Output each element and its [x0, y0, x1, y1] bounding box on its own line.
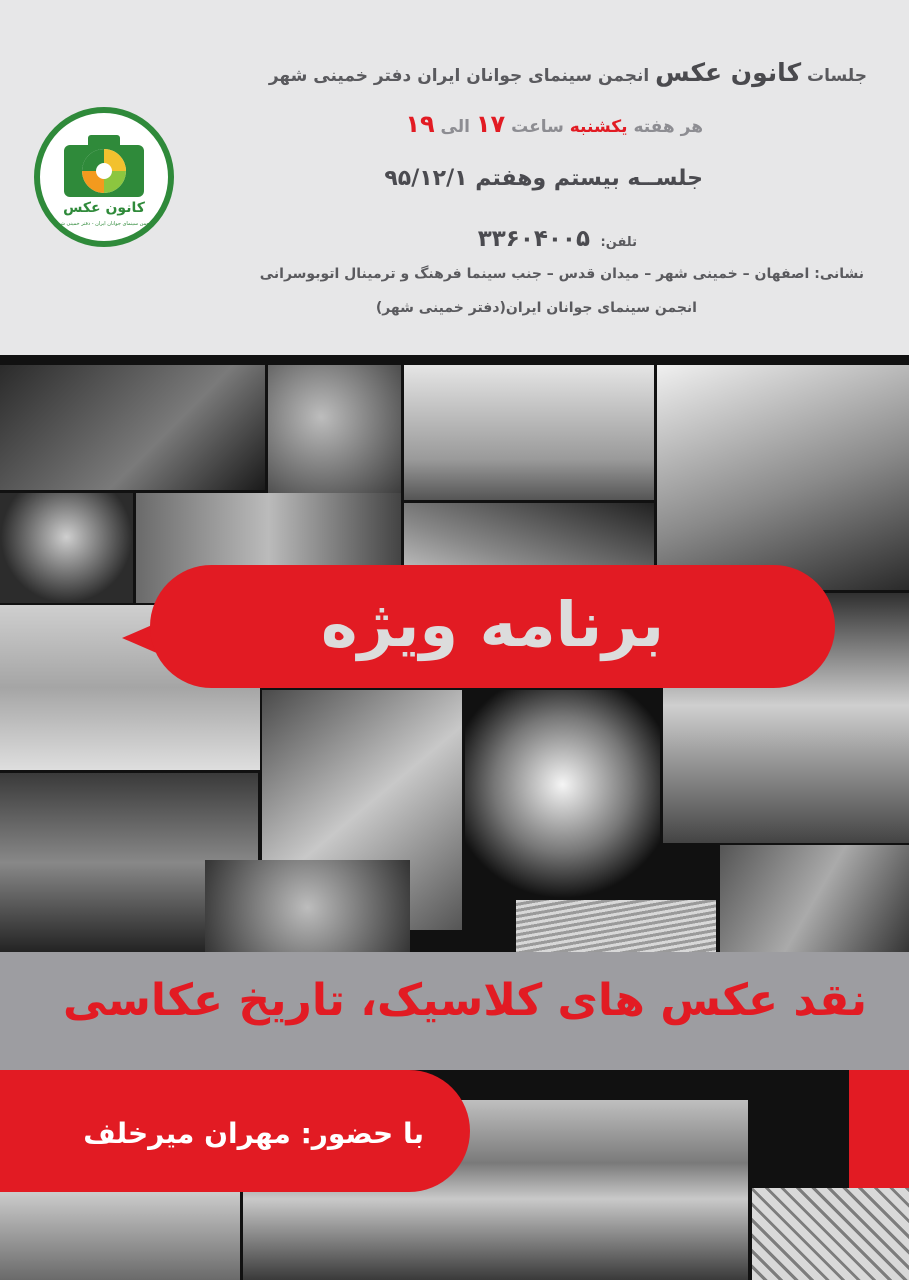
logo-subtitle: انجمن سینمای جوانان ایران - دفتر خمینی شهر — [55, 221, 153, 227]
photo-tile — [0, 493, 133, 603]
phone-line — [478, 226, 637, 252]
brand-name: کانون عکس — [655, 58, 802, 87]
photo-tile — [657, 365, 909, 590]
logo-title: کانون عکس — [63, 200, 145, 216]
photo-tile — [516, 900, 716, 955]
logo — [34, 107, 174, 247]
poster-header — [0, 0, 909, 355]
speaker-name: با حضور: مهران میرخلف — [83, 1117, 424, 1150]
address-line-2: انجمن سینمای جوانان ایران(دفتر خمینی شهر) — [375, 300, 697, 316]
schedule-line — [405, 110, 703, 138]
session-post: انجمن سینمای جوانان ایران دفتر خمینی شهر — [268, 66, 650, 86]
camera-aperture-icon — [60, 127, 148, 199]
photo-tile — [720, 845, 909, 955]
hour-to: ۱۹ — [405, 110, 435, 138]
every-week: هر هفته — [633, 117, 703, 137]
session-number: جلســه بیستم وهفتم ۹۵/۱۲/۱ — [384, 166, 703, 191]
session-pre: جلسات — [807, 66, 867, 86]
address-line: نشانی: اصفهان – خمینی شهر – میدان قدس – جنب سینما فرهنگ و ترمینال اتوبوسرانی — [259, 266, 864, 282]
topic-title: نقد عکس های کلاسیک، تاریخ عکاسی — [63, 975, 867, 1026]
weekday: یکشنبه — [569, 117, 628, 137]
session-line — [269, 58, 867, 87]
photo-tile — [465, 690, 660, 900]
accent-block — [849, 1070, 909, 1188]
hour-label: ساعت — [511, 117, 564, 137]
hour-from: ۱۷ — [475, 110, 506, 138]
phone-number: ۳۳۶۰۴۰۰۵ — [477, 226, 591, 252]
phone-label: تلفن: — [600, 235, 637, 250]
photo-tile — [205, 860, 410, 955]
photo-tile — [0, 365, 265, 490]
photo-tile — [268, 365, 401, 495]
photo-tile — [752, 1188, 909, 1280]
photo-tile — [0, 1188, 240, 1280]
to-label: الی — [440, 117, 470, 137]
special-program-title: برنامه ویژه — [321, 588, 664, 661]
photo-tile — [404, 365, 654, 500]
